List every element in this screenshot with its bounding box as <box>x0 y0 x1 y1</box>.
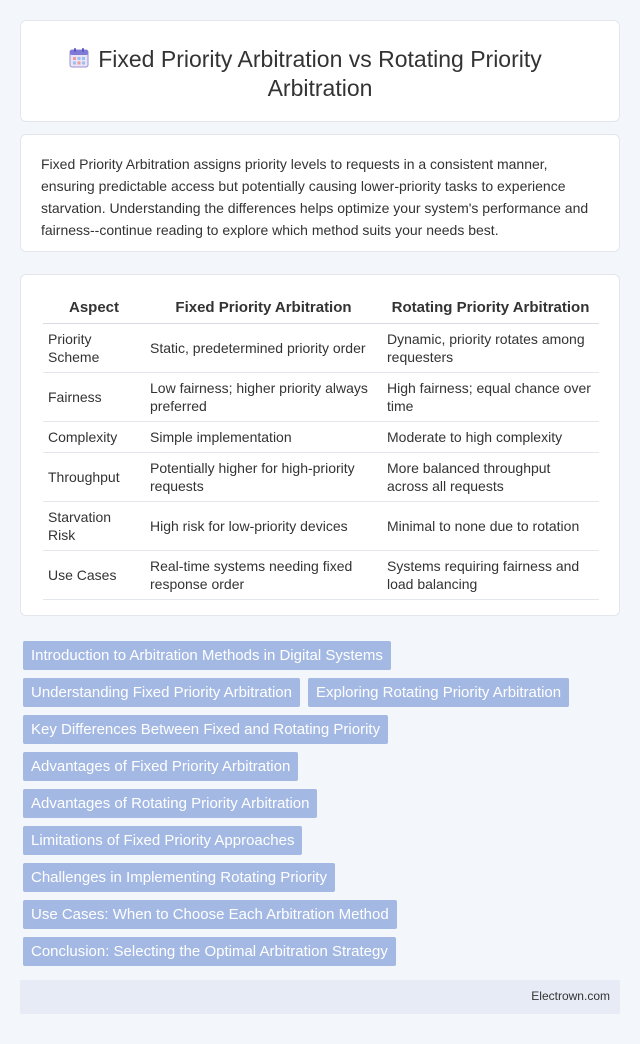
row-aspect-cell: Starvation Risk <box>43 501 145 550</box>
row-aspect-cell: Fairness <box>43 372 145 421</box>
row-rotating-cell: Dynamic, priority rotates among requesters <box>382 323 599 372</box>
row-fixed-cell: Simple implementation <box>145 421 382 452</box>
topic-link-use-cases[interactable]: Use Cases: When to Choose Each Arbitration Method <box>23 900 397 929</box>
row-fixed-cell: Low fairness; higher priority always preferred <box>145 372 382 421</box>
topic-link-introduction[interactable]: Introduction to Arbitration Methods in Digital Systems <box>23 641 391 670</box>
table-row <box>43 323 599 372</box>
page-title: Fixed Priority Arbitration vs Rotating Priority Arbitration <box>98 46 542 101</box>
row-rotating-cell: Minimal to none due to rotation <box>382 501 599 550</box>
row-rotating-cell: High fairness; equal chance over time <box>382 372 599 421</box>
table-row <box>43 421 599 452</box>
row-aspect-cell: Complexity <box>43 421 145 452</box>
table-row <box>43 550 599 599</box>
row-aspect-cell: Use Cases <box>43 550 145 599</box>
table-row <box>43 501 599 550</box>
intro-paragraph: Fixed Priority Arbitration assigns priority levels to requests in a consistent manner, ensuring predictable access but potentially causing lower-priority tasks to experience starvation. Understanding the differences helps optimize your system's performance and fairness--continue reading to explore which method suits your needs best. <box>41 156 589 238</box>
footer <box>20 980 620 1014</box>
intro-card <box>20 134 620 252</box>
row-rotating-cell: Moderate to high complexity <box>382 421 599 452</box>
topic-link-conclusion[interactable]: Conclusion: Selecting the Optimal Arbitration Strategy <box>23 937 396 966</box>
topic-link-advantages-rotating[interactable]: Advantages of Rotating Priority Arbitration <box>23 789 317 818</box>
footer-site-name: Electrown.com <box>531 989 610 1003</box>
row-fixed-cell: Potentially higher for high-priority requests <box>145 452 382 501</box>
row-fixed-cell: High risk for low-priority devices <box>145 501 382 550</box>
table-header-row <box>43 293 599 323</box>
row-aspect-cell: Priority Scheme <box>43 323 145 372</box>
comparison-table-card <box>20 274 620 616</box>
header-aspect: Aspect <box>43 293 145 323</box>
header-fixed-priority: Fixed Priority Arbitration <box>145 293 382 323</box>
topic-link-advantages-fixed[interactable]: Advantages of Fixed Priority Arbitration <box>23 752 298 781</box>
topic-links <box>23 641 623 974</box>
topic-link-understanding-fixed[interactable]: Understanding Fixed Priority Arbitration <box>23 678 300 707</box>
topic-link-key-differences[interactable]: Key Differences Between Fixed and Rotating Priority <box>23 715 388 744</box>
table-row <box>43 372 599 421</box>
table-row <box>43 452 599 501</box>
row-rotating-cell: More balanced throughput across all requests <box>382 452 599 501</box>
comparison-table <box>43 293 599 600</box>
topic-link-challenges-rotating[interactable]: Challenges in Implementing Rotating Priority <box>23 863 335 892</box>
topic-link-exploring-rotating[interactable]: Exploring Rotating Priority Arbitration <box>308 678 569 707</box>
header-rotating-priority: Rotating Priority Arbitration <box>382 293 599 323</box>
row-rotating-cell: Systems requiring fairness and load balancing <box>382 550 599 599</box>
row-fixed-cell: Real-time systems needing fixed response order <box>145 550 382 599</box>
row-fixed-cell: Static, predetermined priority order <box>145 323 382 372</box>
topic-link-limitations-fixed[interactable]: Limitations of Fixed Priority Approaches <box>23 826 302 855</box>
title-card <box>20 20 620 122</box>
row-aspect-cell: Throughput <box>43 452 145 501</box>
